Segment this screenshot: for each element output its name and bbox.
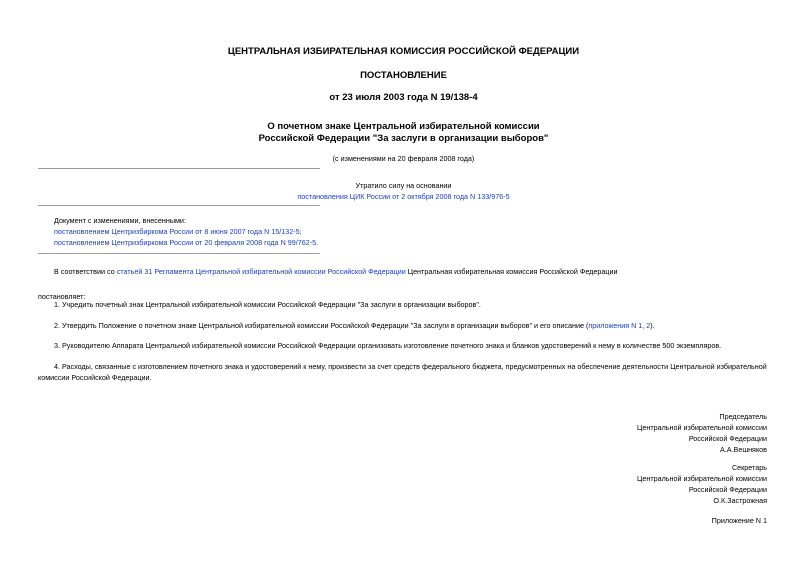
paragraph-4: 4. Расходы, связанные с изготовлением почетного знака и удостоверений к нему, произвести за счет средств федерального бюджета, предусмотренных на обеспечение деятельности Центральной избирательной комиссии Российской Федерации.: [38, 362, 767, 382]
paragraph-1: 1. Учредить почетный знак Центральной избирательной комиссии Российской Федерации "За заслуги в организации выборов".: [54, 300, 481, 309]
appendix-link[interactable]: приложения N 1, 2: [588, 321, 651, 330]
divider: [38, 205, 320, 206]
changes-link-2[interactable]: постановлением Центризбиркома России от 20 февраля 2008 года N 99/762-5.: [54, 238, 319, 247]
org-name: ЦЕНТРАЛЬНАЯ ИЗБИРАТЕЛЬНАЯ КОМИССИЯ РОССИЙСКОЙ ФЕДЕРАЦИИ: [227, 46, 580, 57]
resolves-text: постановляет:: [38, 292, 86, 301]
expired-text: Утратило силу на основании: [355, 181, 452, 190]
doc-title-line1: О почетном знаке Центральной избирательной комиссии: [267, 121, 540, 132]
chair-signature: Председатель Центральной избирательной комиссии Российской Федерации А.А.Вешняков: [637, 412, 767, 454]
appendix-label: Приложение N 1: [711, 516, 767, 525]
doc-date-number: от 23 июля 2003 года N 19/138-4: [329, 92, 478, 103]
changes-link-1[interactable]: постановлением Центризбиркома России от 8 июня 2007 года N 15/132-5;: [54, 227, 302, 236]
changes-title: Документ с изменениями, внесенными:: [54, 216, 186, 225]
paragraph-2: 2. Утвердить Положение о почетном знаке Центральной избирательной комиссии Российской Федерации "За заслуги в организации выборов" и его описание (приложения N 1, 2).: [54, 321, 655, 330]
divider: [38, 168, 320, 169]
doc-type: ПОСТАНОВЛЕНИЕ: [360, 70, 447, 81]
amendments-note: (с изменениями на 20 февраля 2008 года): [332, 154, 475, 163]
doc-title-line2: Российской Федерации "За заслуги в организации выборов": [258, 133, 549, 144]
intro-paragraph: В соответствии со статьей 31 Регламента Центральной избирательной комиссии Российской Федерации Центральная избирательная комиссия Российской Федерации: [54, 267, 618, 276]
divider: [38, 253, 320, 254]
expired-link[interactable]: постановления ЦИК России от 2 октября 2008 года N 133/976-5: [297, 192, 510, 201]
secretary-signature: Секретарь Центральной избирательной комиссии Российской Федерации О.К.Застрожная: [637, 463, 767, 505]
regulation-article-link[interactable]: статьей 31 Регламента Центральной избирательной комиссии Российской Федерации: [116, 267, 406, 276]
paragraph-3: 3. Руководителю Аппарата Центральной избирательной комиссии Российской Федерации организовать изготовление почетного знака и бланков удостоверений к нему в количестве 500 экземпляров.: [54, 341, 722, 350]
